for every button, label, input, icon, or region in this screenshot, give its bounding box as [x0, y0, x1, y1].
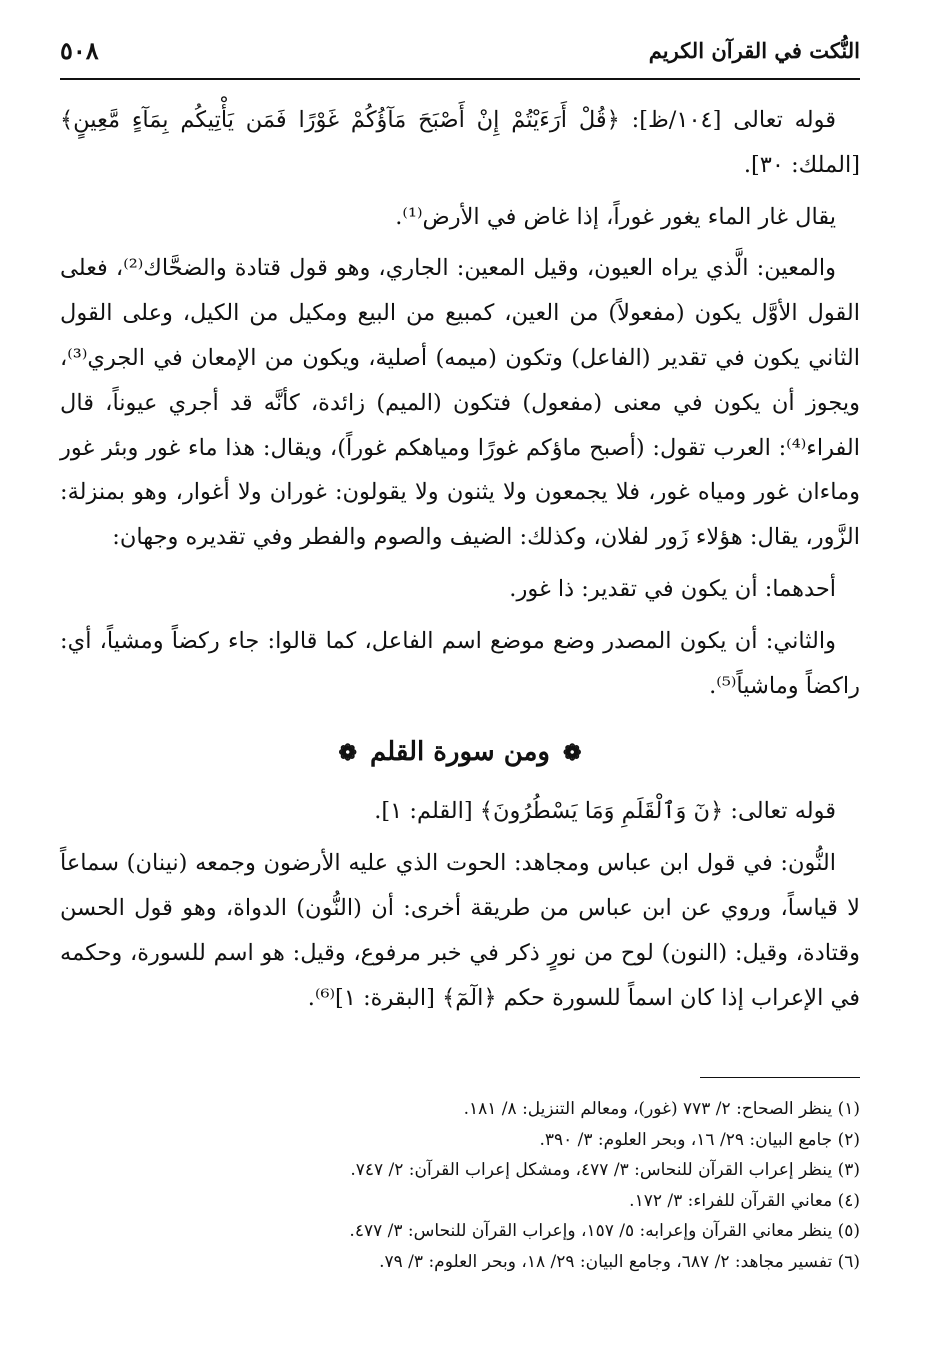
footnote-2: (٢) جامع البيان: ٢٩/ ١٦، وبحر العلوم: ٣/ ٣٩٠.	[539, 1129, 860, 1150]
paragraph-noon-discussion: النُّون: في قول ابن عباس ومجاهد: الحوت الذي عليه الأرضون وجمعه (نينان) سماعاً لا قياساً، وروي عن ابن عباس من طريقة أخرى: أن (النُّون) الدواة، وهو قول الحسن وقتادة، وقيل: (النون) لوح من نورٍ ذكر في خبر مرفوع، وقيل: هو اسم للسورة، وحكمه في الإعراب إذا كان اسماً للسورة حكم ﴿الٓمٓ﴾ [البقرة: ١]⁽⁶⁾.	[60, 850, 860, 1011]
running-book-title: النُّكت في القرآن الكريم	[648, 38, 860, 63]
footnotes	[60, 1094, 860, 1277]
footnote-1: (١) ينظر الصحاح: ٢/ ٧٧٣ (غور)، ومعالم التنزيل: ٨/ ١٨١.	[463, 1099, 860, 1119]
paragraph-ghar-definition: يقال غار الماء يغور غوراً، إذا غاض في الأرض⁽¹⁾.	[395, 203, 836, 230]
paragraph-second-aspect: والثاني: أن يكون المصدر وضع موضع اسم الفاعل، كما قالوا: جاء ركضاً ومشياً، أي: راكضاً وماشياً⁽⁵⁾.	[60, 627, 860, 699]
paragraph-first-aspect: أحدهما: أن يكون في تقدير: ذا غور.	[509, 575, 836, 602]
main-text	[60, 98, 860, 1027]
paragraph-verse-qalam: قوله تعالى: ﴿نٓ وَٱلْقَلَمِ وَمَا يَسْطُرُونَ﴾ [القلم: ١].	[374, 798, 836, 825]
page-header	[60, 34, 860, 80]
ornament-right-icon: ❁	[563, 740, 582, 767]
paragraph-maeen-discussion: والمعين: الَّذي يراه العيون، وقيل المعين: الجاري، وهو قول قتادة والضحَّاك⁽²⁾، فعلى القول الأوَّل يكون (مفعولاً) من العين، كمبيع من البيع ومكيل من الكيل، وعلى القول الثاني يكون في تقدير (الفاعل) وتكون (ميمه) أصلية، ويكون من الإمعان في الجري⁽³⁾، ويجوز أن يكون في معنى (مفعول) فتكون (الميم) زائدة، كأنَّه قد أجري عيوناً، قال الفراء⁽⁴⁾: العرب تقول: (أصبح ماؤكم غورًا ومياهكم غوراً)، ويقال: هذا ماء غور وبئر غور وماءان غور ومياه غور، فلا يجمعون ولا يثنون ولا يقولون: غوران ولا أغوار، وهو بمنزلة: الزَّور، يقال: هؤلاء زَور لفلان، وكذلك: الضيف والصوم والفطر وفي تقديره وجهان:	[60, 255, 860, 551]
footnote-6: (٦) تفسير مجاهد: ٢/ ٦٨٧، وجامع البيان: ٢٩/ ١٨، وبحر العلوم: ٣/ ٧٩.	[379, 1251, 860, 1272]
ornament-left-icon: ❁	[338, 740, 357, 767]
surah-heading-text: ومن سورة القلم	[370, 737, 550, 768]
paragraph-verse-mulk: قوله تعالى [١٠٤/ظ]: ﴿قُلْ أَرَءَيْتُمْ إِنْ أَصْبَحَ مَآؤُكُمْ غَوْرًا فَمَن يَأْتِيكُم بِمَآءٍ مَّعِينٍ﴾ [الملك: ٣٠].	[60, 107, 860, 178]
surah-heading	[60, 730, 860, 775]
footnote-4: (٤) معاني القرآن للفراء: ٣/ ١٧٢.	[629, 1190, 860, 1211]
footnote-separator	[700, 1077, 860, 1078]
footnote-3: (٣) ينظر إعراب القرآن للنحاس: ٣/ ٤٧٧، ومشكل إعراب القرآن: ٢/ ٧٤٧.	[350, 1160, 860, 1180]
page-number: ٥٠٨	[60, 36, 99, 65]
footnote-5: (٥) ينظر معاني القرآن وإعرابه: ٥/ ١٥٧، وإعراب القرآن للنحاس: ٣/ ٤٧٧.	[349, 1221, 860, 1241]
